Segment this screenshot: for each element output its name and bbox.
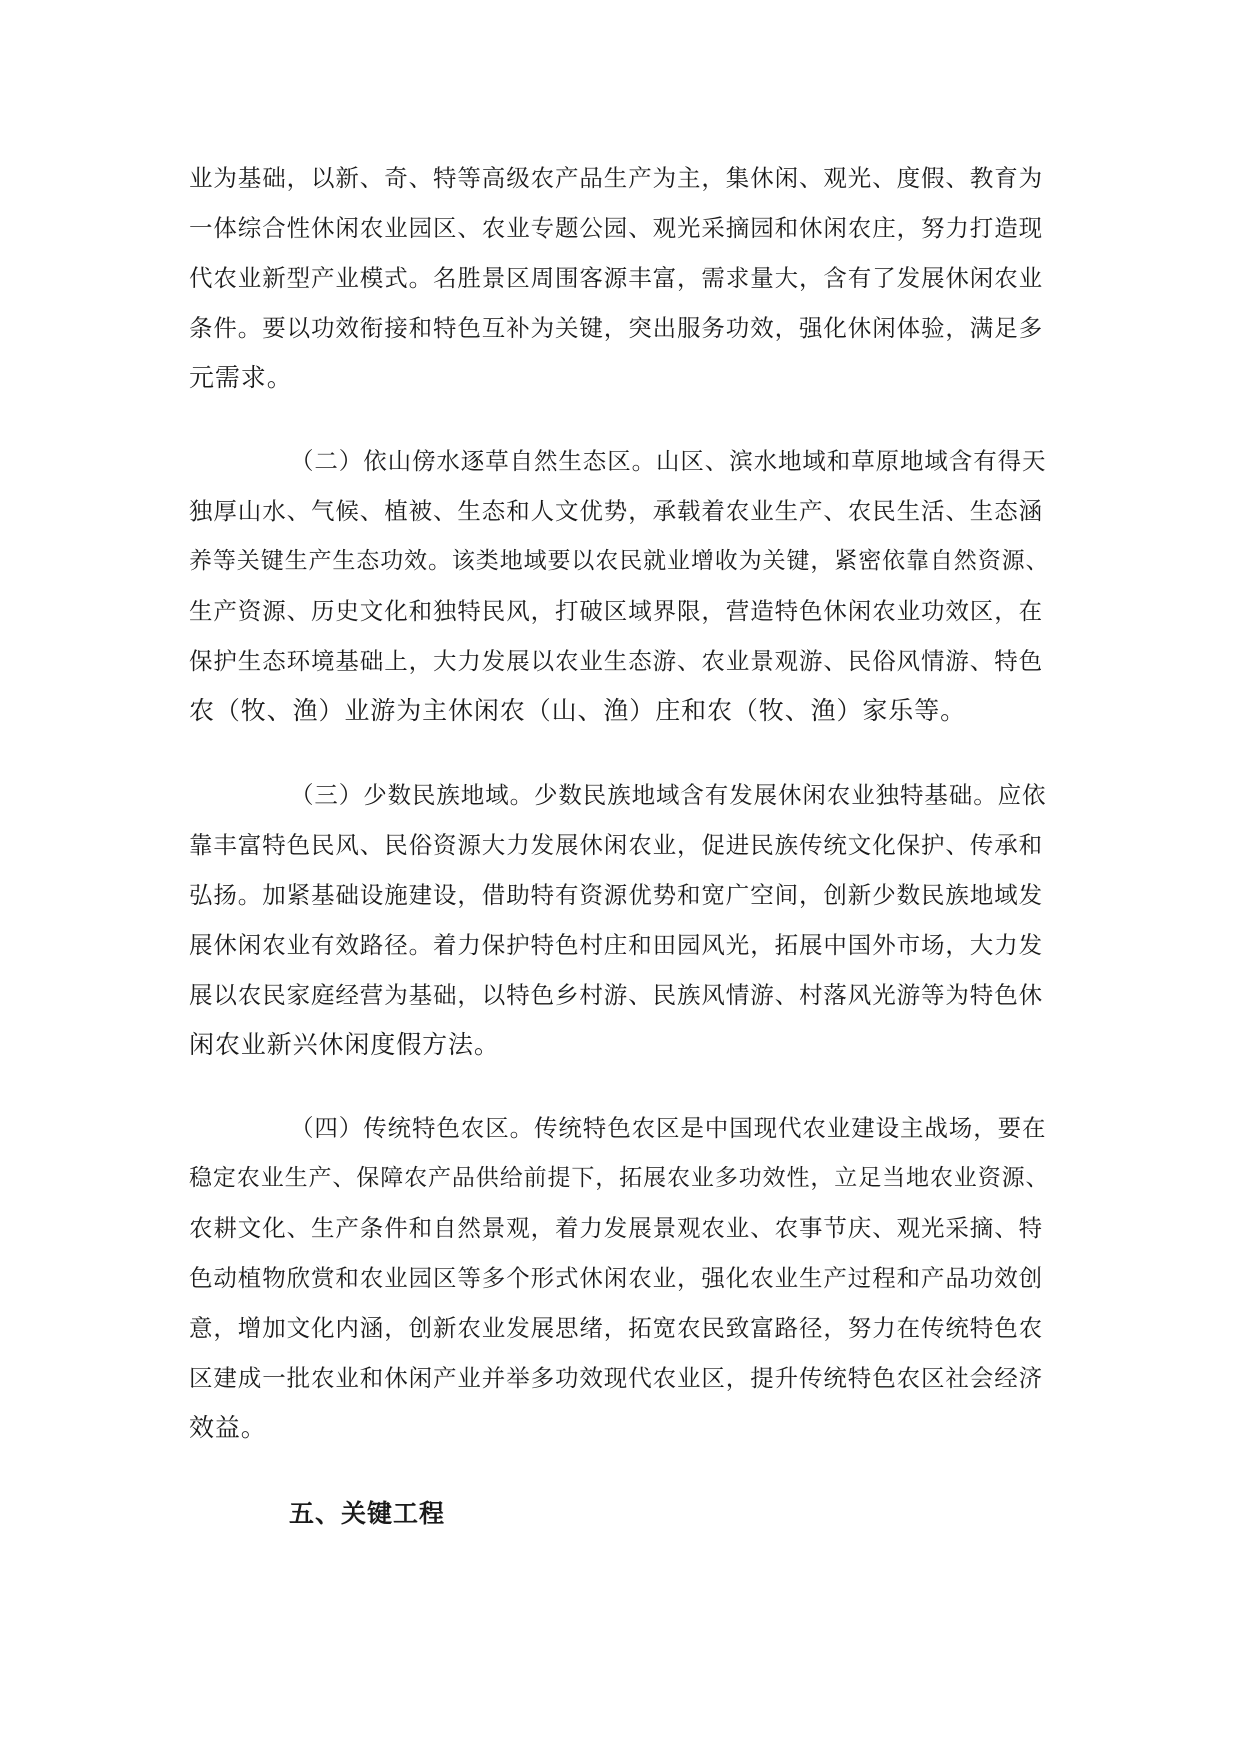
paragraph-line: 保护生态环境基础上，大力发展以农业生态游、农业景观游、民俗风情游、特色 [189,647,1043,675]
paragraph-line: 独厚山水、气候、植被、生态和人文优势，承载着农业生产、农民生活、生态涵 [189,497,1043,525]
paragraph-line: 效益。 [189,1413,267,1442]
paragraph-line: 靠丰富特色民风、民俗资源大力发展休闲农业，促进民族传统文化保护、传承和 [189,831,1043,859]
paragraph-line: 区建成一批农业和休闲产业并举多功效现代农业区，提升传统特色农区社会经济 [189,1364,1043,1392]
paragraph-line: 闲农业新兴休闲度假方法。 [189,1030,500,1059]
paragraph-line: （三）少数民族地域。少数民族地域含有发展休闲农业独特基础。应依 [290,781,1047,809]
paragraph-line: 代农业新型产业模式。名胜景区周围客源丰富，需求量大，含有了发展休闲农业 [189,264,1043,292]
paragraph-line: 元需求。 [189,363,293,392]
paragraph-line: 养等关键生产生态功效。该类地域要以农民就业增收为关键，紧密依靠自然资源、 [189,548,1050,574]
paragraph-line: 色动植物欣赏和农业园区等多个形式休闲农业，强化农业生产过程和产品功效创 [189,1264,1043,1292]
paragraph-line: 农耕文化、生产条件和自然景观，着力发展景观农业、农事节庆、观光采摘、特 [189,1214,1043,1242]
paragraph-line: （二）依山傍水逐草自然生态区。山区、滨水地域和草原地域含有得天 [290,447,1047,475]
paragraph-line: 业为基础，以新、奇、特等高级农产品生产为主，集休闲、观光、度假、教育为 [189,164,1043,192]
paragraph-line: 一体综合性休闲农业园区、农业专题公园、观光采摘园和休闲农庄，努力打造现 [189,214,1043,242]
paragraph-line: 展以农民家庭经营为基础，以特色乡村游、民族风情游、村落风光游等为特色休 [189,981,1043,1009]
paragraph-line: 展休闲农业有效路径。着力保护特色村庄和田园风光，拓展中国外市场，大力发 [189,931,1043,959]
section-heading: 五、关键工程 [289,1499,446,1528]
paragraph-line: 农（牧、渔）业游为主休闲农（山、渔）庄和农（牧、渔）家乐等。 [189,696,967,725]
paragraph-line: 意，增加文化内涵，创新农业发展思绪，拓宽农民致富路径，努力在传统特色农 [189,1314,1043,1342]
paragraph-line: 生产资源、历史文化和独特民风，打破区域界限，营造特色休闲农业功效区，在 [189,597,1043,625]
paragraph-line: 稳定农业生产、保障农产品供给前提下，拓展农业多功效性，立足当地农业资源、 [189,1165,1050,1191]
paragraph-line: （四）传统特色农区。传统特色农区是中国现代农业建设主战场，要在 [290,1114,1047,1142]
paragraph-line: 弘扬。加紧基础设施建设，借助特有资源优势和宽广空间，创新少数民族地域发 [189,881,1043,909]
paragraph-line: 条件。要以功效衔接和特色互补为关键，突出服务功效，强化休闲体验，满足多 [189,314,1043,342]
